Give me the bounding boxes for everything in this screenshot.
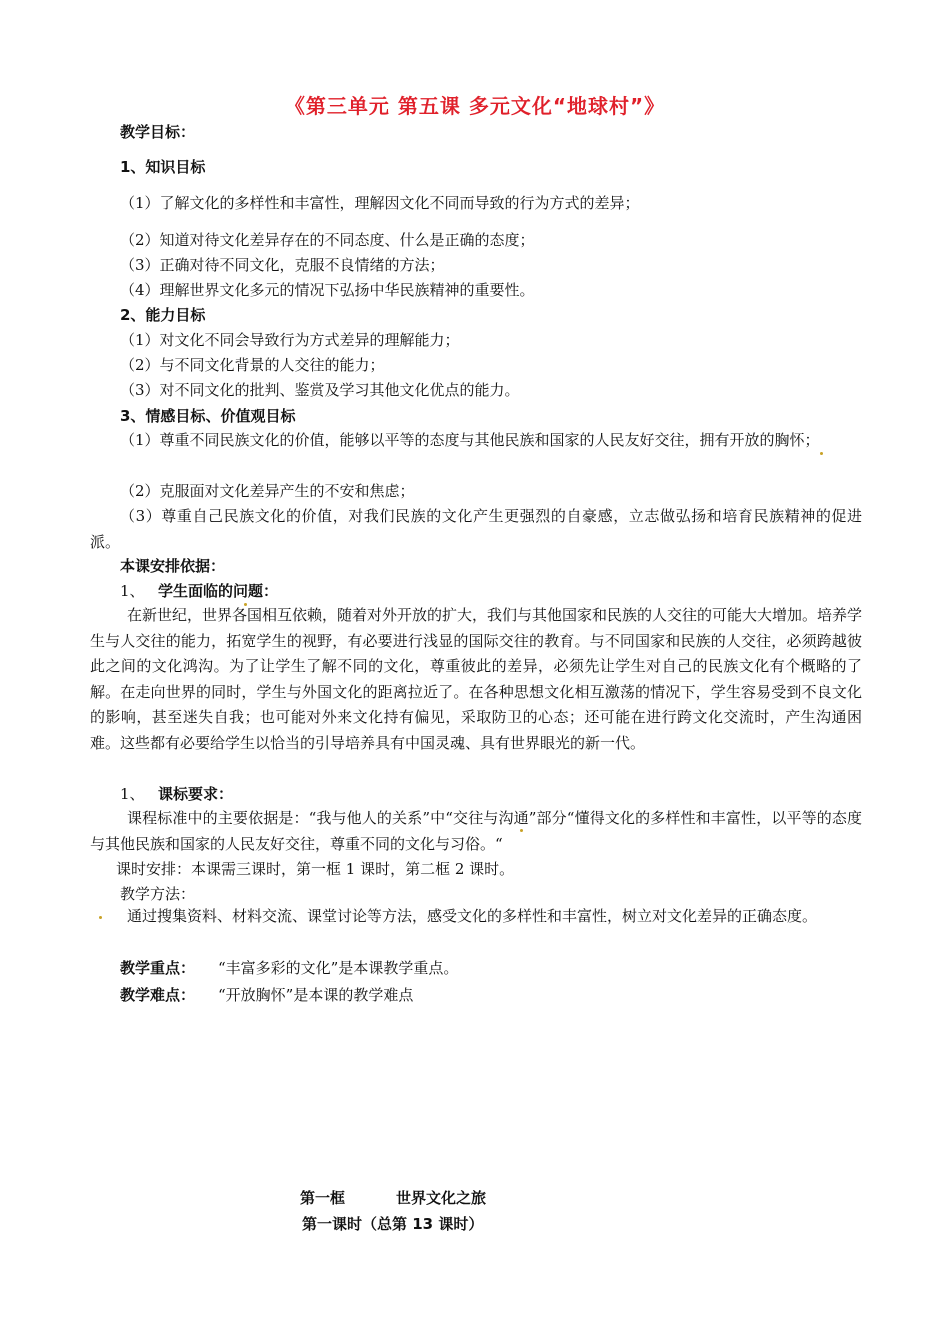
basis-heading: 本课安排依据： <box>120 557 226 575</box>
standard-heading: 课标要求： <box>158 785 234 803</box>
section-title-left: 第一框 <box>300 1189 346 1207</box>
ability-item-1: （1）对文化不同会导致行为方式差异的理解能力； <box>120 331 460 349</box>
key-point-label: 教学重点： <box>120 959 196 977</box>
ability-item-3: （3）对不同文化的批判、鉴赏及学习其他文化优点的能力。 <box>120 381 520 399</box>
knowledge-heading: 1、知识目标 <box>120 158 206 176</box>
ability-heading: 2、能力目标 <box>120 306 206 324</box>
lesson-title: 第一课时（总第 13 课时） <box>302 1215 484 1233</box>
knowledge-item-4: （4）理解世界文化多元的情况下弘扬中华民族精神的重要性。 <box>120 281 535 299</box>
stray-mark <box>520 829 523 832</box>
method-heading: 教学方法： <box>120 885 196 903</box>
standard-number: 1、 <box>120 785 145 803</box>
schedule-line: 课时安排：本课需三课时，第一框 1 课时，第二框 2 课时。 <box>116 860 515 878</box>
emotion-item-2: （2）克服面对文化差异产生的不安和焦虑； <box>120 482 415 500</box>
knowledge-item-1: （1）了解文化的多样性和丰富性，理解因文化不同而导致的行为方式的差异； <box>120 194 640 212</box>
emotion-item-3: （3）尊重自己民族文化的价值，对我们民族的文化产生更强烈的自豪感，立志做弘扬和培育民族精神的促进派。 <box>90 507 862 551</box>
emotion-heading: 3、情感目标、价值观目标 <box>120 407 296 425</box>
document-title: 《第三单元 第五课 多元文化“地球村”》 <box>284 94 666 118</box>
method-paragraph: 通过搜集资料、材料交流、课堂讨论等方法，感受文化的多样性和丰富性，树立对文化差异的正确态度。 <box>127 907 818 925</box>
standard-paragraph: 课程标准中的主要依据是：“我与他人的关系”中“交往与沟通”部分“懂得文化的多样性和丰富性，以平等的态度与其他民族和国家的人民友好交往，尊重不同的文化与习俗。“ <box>90 809 862 853</box>
problems-paragraph: 在新世纪，世界各国相互依赖，随着对外开放的扩大，我们与其他国家和民族的人交往的可能大大增加。培养学生与人交往的能力，拓宽学生的视野，有必要进行浅显的国际交往的教育。与不同国家和民族的人交往，必须跨越彼此之间的文化鸿沟。为了让学生了解不同的文化，尊重彼此的差异，必须先让学生对自己的民族文化有个概略的了解。在走向世界的同时，学生与外国文化的距离拉近了。在各种思想文化相互激荡的情况下，学生容易受到不良文化的影响，甚至迷失自我；也可能对外来文化持有偏见，采取防卫的心态；还可能在进行跨文化交流时，产生沟通困难。这些都有必要给学生以恰当的引导培养具有中国灵魂、具有世界眼光的新一代。 <box>90 606 863 752</box>
difficulty-label: 教学难点： <box>120 986 196 1004</box>
problems-heading: 学生面临的问题： <box>158 582 279 600</box>
stray-mark <box>244 603 247 606</box>
key-point-text: “丰富多彩的文化”是本课教学重点。 <box>218 959 459 977</box>
problems-number: 1、 <box>120 582 145 600</box>
stray-mark <box>99 916 102 919</box>
knowledge-item-3: （3）正确对待不同文化，克服不良情绪的方法； <box>120 256 445 274</box>
difficulty-text: “开放胸怀”是本课的教学难点 <box>218 986 414 1004</box>
knowledge-item-2: （2）知道对待文化差异存在的不同态度、什么是正确的态度； <box>120 231 535 249</box>
section-title-right: 世界文化之旅 <box>396 1189 487 1207</box>
stray-mark <box>820 452 823 455</box>
goals-heading: 教学目标： <box>120 123 196 141</box>
ability-item-2: （2）与不同文化背景的人交往的能力； <box>120 356 385 374</box>
emotion-item-1: （1）尊重不同民族文化的价值，能够以平等的态度与其他民族和国家的人民友好交往，拥有开放的胸怀； <box>120 431 820 449</box>
